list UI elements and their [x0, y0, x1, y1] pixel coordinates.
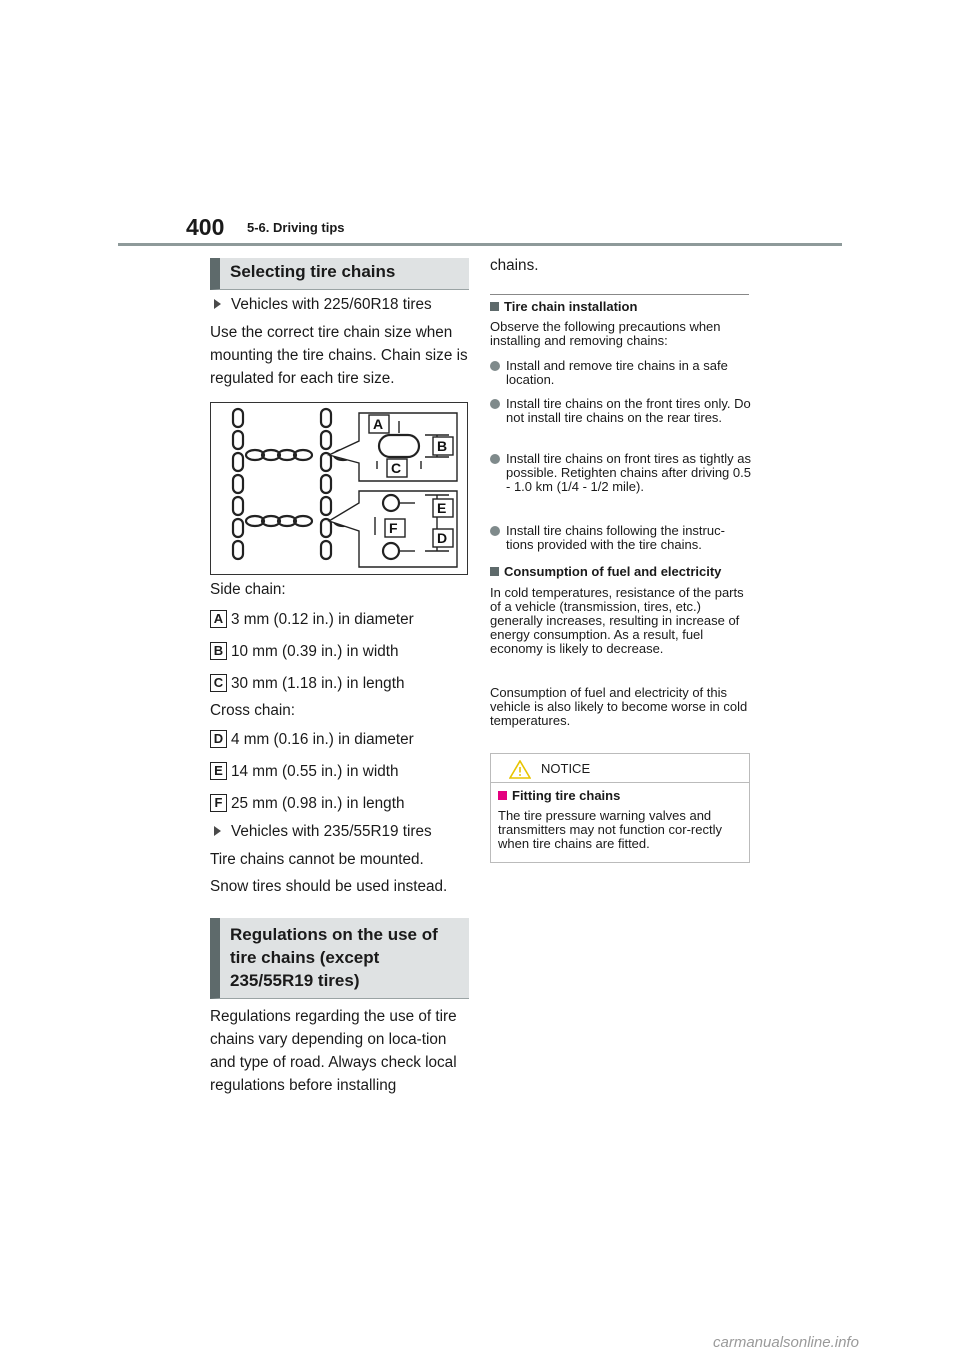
spec-text: 3 mm (0.12 in.) in diameter: [231, 611, 414, 628]
section-path: 5-6. Driving tips: [247, 220, 345, 235]
notice-subheading: [498, 788, 620, 803]
installation-bullet: [490, 524, 752, 552]
heading-regulations-line3: 235/55R19 tires): [230, 971, 360, 990]
figure-label-c: C: [391, 460, 402, 476]
spec-letter: D: [210, 730, 227, 748]
tire-chain-figure: [210, 402, 468, 575]
bullet-text: Install tire chains following the instruc-tions provided with the tire chains.: [506, 523, 725, 552]
snow-tires-text: Snow tires should be used instead.: [210, 878, 448, 895]
figure-label-f: F: [389, 520, 398, 536]
installation-bullet: [490, 397, 752, 425]
header-rule: [118, 243, 842, 246]
cross-chain-label: Cross chain:: [210, 702, 296, 719]
spec-text: 14 mm (0.55 in.) in width: [231, 763, 399, 780]
heading-regulations: [210, 918, 469, 999]
regulations-text-continued: chains.: [490, 257, 539, 274]
arrow-right-icon: [214, 826, 221, 836]
installation-intro: Observe the following precautions when installing and removing chains:: [490, 319, 721, 348]
figure-label-a: A: [373, 416, 384, 432]
tire-chain-illustration: [211, 403, 467, 574]
heading-selecting-tire-chains: Selecting tire chains: [210, 258, 469, 290]
bullet-dot-icon: [490, 454, 500, 464]
bullet-text: Install tire chains on the front tires only. Do not install tire chains on the rear tires.: [506, 396, 751, 425]
bullet-dot-icon: [490, 526, 500, 536]
notice-box: [490, 753, 750, 863]
bullet-text: Install tire chains on front tires as tightly as possible. Retighten chains after driving 0.5 - 1.0 km (1/4 - 1/2 mile).: [506, 451, 751, 494]
chain-size-intro: Use the correct tire chain size when mounting the tire chains. Chain size is regulated for each tire size.: [210, 324, 468, 387]
square-bullet-icon: [498, 791, 507, 800]
notice-subheading-text: Fitting tire chains: [512, 788, 621, 803]
notice-header: [491, 754, 749, 783]
square-bullet-icon: [490, 302, 499, 311]
variant-235-text: Vehicles with 235/55R19 tires: [231, 823, 432, 840]
cannot-mount-text: Tire chains cannot be mounted.: [210, 851, 424, 868]
watermark: carmanualsonline.info: [713, 1334, 859, 1351]
installation-bullet: [490, 452, 752, 494]
right-column-rule: [490, 294, 749, 295]
variant-235-heading: [210, 823, 432, 841]
page-number: 400: [186, 214, 225, 240]
square-bullet-icon: [490, 567, 499, 576]
variant-225-heading: [210, 296, 432, 314]
regulations-text: Regulations regarding the use of tire chains vary depending on loca-tion and type of road. Always check local regulations before installing: [210, 1008, 457, 1094]
consumption-heading-text: Consumption of fuel and electricity: [504, 564, 722, 579]
warning-triangle-icon: [509, 760, 531, 779]
spec-text: 4 mm (0.16 in.) in diameter: [231, 731, 414, 748]
notice-text: The tire pressure warning valves and transmitters may not function cor-rectly when tire chains are fitted.: [498, 808, 722, 851]
spec-letter: B: [210, 642, 227, 660]
arrow-right-icon: [214, 299, 221, 309]
spec-cross-e: [210, 762, 398, 781]
bullet-dot-icon: [490, 399, 500, 409]
spec-cross-d: [210, 730, 414, 749]
spec-letter: F: [210, 794, 227, 812]
consumption-heading: [490, 564, 721, 579]
spec-letter: C: [210, 674, 227, 692]
heading-regulations-line1: Regulations on the use of: [230, 925, 438, 944]
spec-letter: E: [210, 762, 227, 780]
spec-text: 30 mm (1.18 in.) in length: [231, 675, 405, 692]
side-chain-label: Side chain:: [210, 581, 286, 598]
figure-label-d: D: [437, 530, 448, 546]
spec-side-a: [210, 610, 414, 629]
spec-letter: A: [210, 610, 227, 628]
installation-heading-text: Tire chain installation: [504, 299, 638, 314]
installation-bullet: [490, 359, 752, 387]
spec-side-c: [210, 674, 404, 693]
bullet-text: Install and remove tire chains in a safe location.: [506, 358, 728, 387]
notice-label: NOTICE: [541, 761, 591, 776]
consumption-paragraph-1: In cold temperatures, resistance of the parts of a vehicle (transmission, tires, etc.) generally increases, resulting in increase of energy consumption. As a result, fuel economy is likely to decrease.: [490, 585, 744, 656]
spec-cross-f: [210, 794, 404, 813]
spec-text: 25 mm (0.98 in.) in length: [231, 795, 405, 812]
bullet-dot-icon: [490, 361, 500, 371]
variant-225-text: Vehicles with 225/60R18 tires: [231, 296, 432, 313]
spec-text: 10 mm (0.39 in.) in width: [231, 643, 399, 660]
figure-label-b: B: [437, 438, 448, 454]
figure-label-e: E: [437, 500, 447, 516]
consumption-paragraph-2: Consumption of fuel and electricity of this vehicle is also likely to become worse in cold temperatures.: [490, 685, 748, 728]
heading-regulations-line2: tire chains (except: [230, 948, 380, 967]
spec-side-b: [210, 642, 398, 661]
installation-heading: [490, 299, 637, 314]
